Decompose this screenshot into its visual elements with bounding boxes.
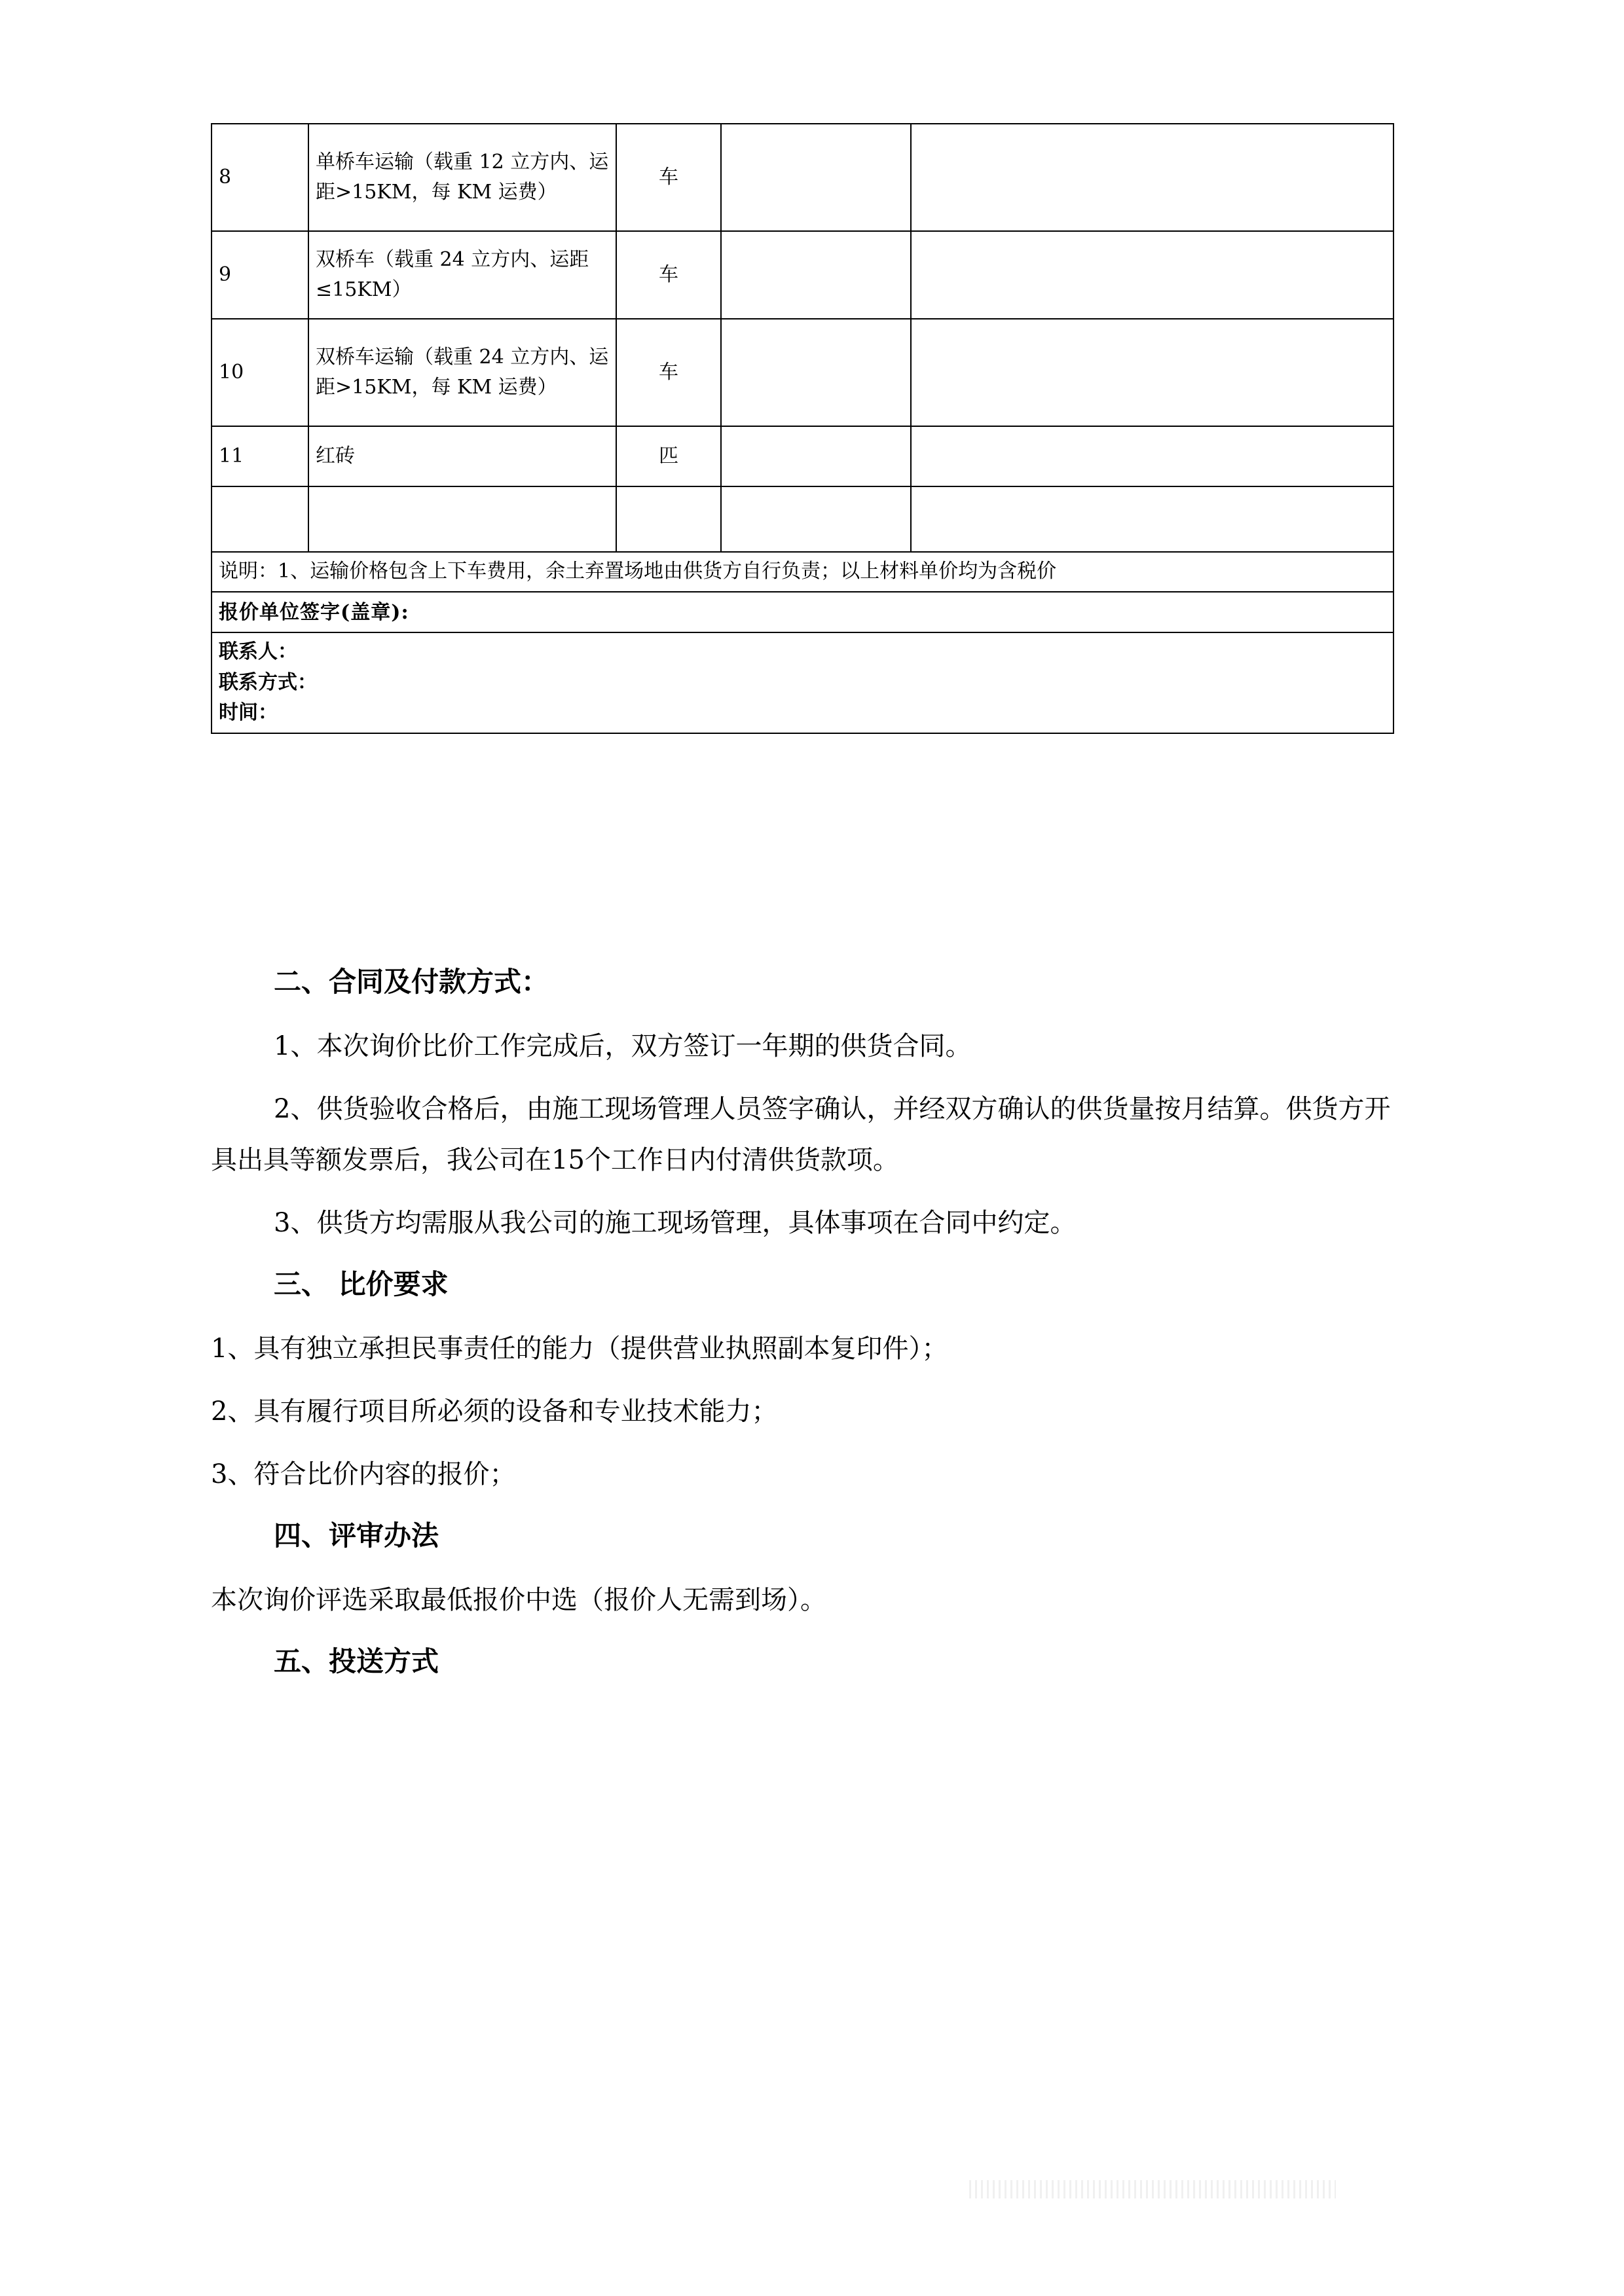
contact-row [212,632,1393,733]
row-index: 8 [212,124,308,231]
section-3-title: 三、 比价要求 [274,1267,449,1300]
row-price[interactable] [721,124,911,231]
row-note[interactable] [911,124,1393,231]
contact-time: 时间： [219,701,278,724]
row-index: 11 [212,426,308,486]
row-note[interactable] [911,231,1393,319]
row-item-name: 红砖 [308,426,616,486]
section-2-item-1: 1、本次询价比价工作完成后，双方签订一年期的供货合同。 [274,1030,972,1061]
row-item-name [308,486,616,552]
contact-person: 联系人： [219,640,297,663]
signature-label: 报价单位签字(盖章) [219,600,401,624]
row-item-name: 双桥车（载重 24 立方内、运距≤15KM） [308,231,616,319]
signature-row [212,592,1393,633]
table-row [212,486,1393,552]
table-row [212,426,1393,486]
section-3-item-3: 3、符合比价内容的报价； [211,1459,516,1489]
row-item-name: 双桥车运输（载重 24 立方内、运距>15KM，每 KM 运费） [308,319,616,426]
table-note: 说明：1、运输价格包含上下车费用，余土弃置场地由供货方自行负责；以上材料单价均为含税价 [212,552,1393,592]
row-index: 9 [212,231,308,319]
document-body [211,946,1396,1695]
row-unit: 车 [616,231,721,319]
row-price[interactable] [721,486,911,552]
row-unit [616,486,721,552]
signature-colon: : [401,600,409,624]
table-row [212,319,1393,426]
row-price[interactable] [721,319,911,426]
section-2-title: 二、合同及付款方式： [274,966,549,998]
table-note-row [212,552,1393,592]
contact-block[interactable] [212,632,1393,733]
row-item-name: 单桥车运输（载重 12 立方内、运距>15KM，每 KM 运费） [308,124,616,231]
scan-artifact [969,2180,1336,2198]
row-unit: 车 [616,124,721,231]
row-note[interactable] [911,486,1393,552]
row-index: 10 [212,319,308,426]
section-3-item-1: 1、具有独立承担民事责任的能力（提供营业执照副本复印件）； [211,1333,948,1364]
section-2-item-2: 2、供货验收合格后，由施工现场管理人员签字确认，并经双方确认的供货量按月结算。供货方开具出具等额发票后，我公司在15个工作日内付清供货款项。 [211,1093,1391,1175]
quotation-table-wrap [211,123,1393,734]
row-unit: 匹 [616,426,721,486]
row-note[interactable] [911,426,1393,486]
table-row [212,231,1393,319]
section-5-title: 五、投送方式 [274,1645,439,1677]
signature-label-cell[interactable] [212,592,1393,633]
table-row [212,124,1393,231]
row-price[interactable] [721,231,911,319]
section-4-item-1: 本次询价评选采取最低报价中选（报价人无需到场）。 [211,1584,826,1615]
quotation-table [211,123,1394,734]
row-note[interactable] [911,319,1393,426]
row-unit: 车 [616,319,721,426]
section-2-item-3: 3、供货方均需服从我公司的施工现场管理，具体事项在合同中约定。 [274,1207,1077,1238]
row-index [212,486,308,552]
section-4-title: 四、评审办法 [274,1519,439,1552]
contact-phone: 联系方式： [219,670,317,694]
row-price[interactable] [721,426,911,486]
section-3-item-2: 2、具有履行项目所必须的设备和专业技术能力； [211,1396,778,1427]
